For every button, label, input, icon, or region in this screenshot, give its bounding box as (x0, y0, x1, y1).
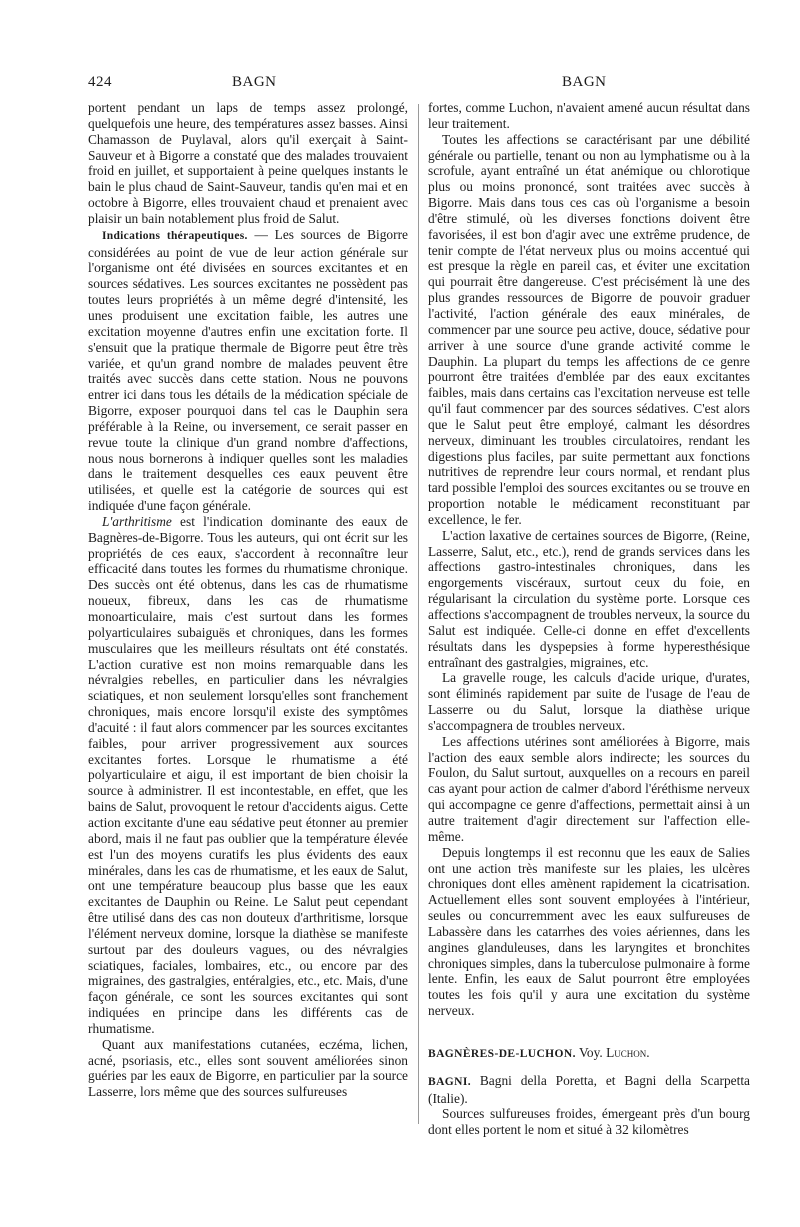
entry-text: Bagni della Poretta, et Bagni della Scarpetta (Italie). (428, 1072, 750, 1106)
paragraph: Toutes les affections se caractérisant par une débilité générale ou partielle, tenant ou non au lymphatisme ou à la scrofule, ayant entraîné un état anémique ou chlorotique plus ou moins prononcé, sont traitées avec succès à Bigorre. Mais dans tous ces cas où l'organisme a besoin d'être stimulé, où les diverses fonctions doivent être favorisées, il est bon d'agir avec une extrême prudence, de tenir compte de l'état nerveux plus ou moins accentué qui est presque la règle en pareil cas, et éviter une excitation qui pourrait être dangereuse. C'est précisément là une des plus grandes ressources de Bigorre de pouvoir graduer l'activité, l'action générale des eaux minérales, de commencer par une source peu active, douce, sédative pour arriver à une source d'une grande activité comme le Dauphin. La plupart du temps les affections de ce genre pourront être traitées d'emblée par des eaux excitantes faibles, mais dans certains cas l'excitation nerveuse est telle qu'il faut commencer par des sources sédatives. C'est alors que le Salut peut être employé, calmant les désordres nerveux, diminuant les troubles circulatoires, rendant les digestions plus faciles, par suite permettant aux fonctions nutritives de reprendre leur cours normal, et rendant plus tard possible l'emploi des sources excitantes ou se trouve en proportion notable le médicament reconstituant par excellence, le fer. (428, 131, 750, 527)
paragraph: L'action laxative de certaines sources de Bigorre, (Reine, Lasserre, Salut, etc., etc.), rend de grands services dans les affections gastro-intestinales chroniques, dans les engorgements viscéraux, surtout ceux du foie, en régularisant la circulation du système porte. Lorsque ces affections s'accompagnent de troubles nerveux, la source du Salut est indiquée. Celle-ci donne en effet d'excellents résultats dans les dyspepsies à forme hyperesthésique entraînant des gastralgies, migraines, etc. (428, 527, 750, 670)
section-heading: Indications thérapeutiques. (102, 229, 248, 242)
cross-reference: Luchon. (606, 1044, 650, 1060)
entry-text: Voy. (575, 1044, 607, 1060)
entry-bagni (428, 1073, 750, 1107)
paragraph: fortes, comme Luchon, n'avaient amené aucun résultat dans leur traitement. (428, 100, 750, 131)
paragraph: Quant aux manifestations cutanées, eczéma, lichen, acné, psoriasis, etc., elles sont souvent améliorées sinon guéries par les eaux de Bigorre, en particulier par la source Lasserre, lors même que des sources sulfureuses (88, 1036, 408, 1100)
running-head-left: BAGN (232, 74, 277, 90)
paragraph-indications (88, 227, 408, 514)
paragraph: Les affections utérines sont améliorées à Bigorre, mais l'action des eaux semble alors indirecte; les sources du Foulon, du Salut surtout, auxquelles on a recours en pareil cas ayant pour action de calmer d'abord l'éréthisme nerveux qui accompagne ce genre d'affections, permettait ainsi à un autre traitement d'agir directement sur l'affection elle-même. (428, 733, 750, 844)
right-column (428, 100, 750, 1138)
page-number: 424 (88, 74, 112, 90)
paragraph: portent pendant un laps de temps assez prolongé, quelquefois une heure, des températures assez basses. Ainsi Chamasson de Puylaval, alors qu'il exerçait à Saint-Sauveur et à Bigorre a constaté que des malades trouvaient froid en juillet, et supportaient à peine quelques instants le bain le plus chaud de Saint-Sauveur, tandis qu'en mai et en octobre à Bigorre, elles trouvaient chaud et prenaient avec plaisir un bain notablement plus froid de Salut. (88, 100, 408, 226)
left-column (88, 100, 408, 1100)
paragraph: La gravelle rouge, les calculs d'acide urique, d'urates, sont éliminés rapidement par suite de l'usage de l'eau de Lasserre ou du Salut, lorsque la diathèse urique s'accompagnera de troubles nerveux. (428, 670, 750, 733)
entry-headword: BAGNI. (428, 1075, 471, 1088)
entry-bagneres-de-luchon (428, 1045, 750, 1063)
column-divider (418, 104, 419, 1124)
running-head-right: BAGN (562, 74, 607, 90)
paragraph-text: est l'indication dominante des eaux de Bagnères-de-Bigorre. Tous les auteurs, qui ont écrit sur les propriétés de ces eaux, s'accordent à reconnaître leur efficacité dans toutes les formes du rhumatisme chronique. Des succès ont été obtenus, dans les cas de rhumatisme noueux, fibreux, dans les cas de rhumatisme monoarticulaire, mais c'est surtout dans les formes polyarticulaires subaiguës et chroniques, dans les formes musculaires que les meilleurs résultats ont été constatés. L'action curative est non moins remarquable dans les névralgies rebelles, en particulier dans les névralgies sciatiques, et non seulement lorsqu'elles sont franchement chroniques, mais encore lorsqu'il existe des symptômes d'acuité : il faut alors commencer par les sources excitantes faibles, pour arriver progressivement aux sources excitantes fortes. Lorsque le rhumatisme a été polyarticulaire et aigu, il est important de bien choisir la source à administrer. Il est incontestable, en effet, que les bains de Salut, provoquent le retour d'accidents aigus. Cette action excitante d'une eau sédative peut étonner au premier abord, mais il ne faut pas oublier que la température élevée est l'un des moyens curatifs les plus évidents des eaux minérales, dans les cas de rhumatisme, et les eaux de Salut, ont une température beaucoup plus basse que les eaux excitantes de Dauphin ou Reine. Le Salut peut cependant être utilisé dans des cas non douteux d'arthritisme, lorsque l'élément nerveux domine, lorsque la diathèse se manifeste surtout par des douleurs vagues, ou des névralgies sciatiques, faciales, lombaires, etc., ou encore par des migraines, des gastralgies, entéralgies, etc., etc. Mais, d'une façon générale, ce sont les sources excitantes qui sont indiquées en principe dans les différents cas de rhumatisme. (88, 513, 408, 1036)
paragraph-arthritisme (88, 514, 408, 1037)
entry-headword: BAGNÈRES-DE-LUCHON. (428, 1047, 576, 1060)
italic-term: L'arthritisme (102, 513, 172, 529)
paragraph: Sources sulfureuses froides, émergeant près d'un bourg dont elles portent le nom et situé à 32 kilomètres (428, 1106, 750, 1138)
paragraph-text: — Les sources de Bigorre considérées au point de vue de leur action générale sur l'organisme ont été divisées en sources excitantes et en sources sédatives. Les sources excitantes ne possèdent pas toutes leurs propriétés à un même degré d'intensité, les unes produisent une excitation faible, les autres une excitation moyenne d'autres enfin une excitation forte. Il s'ensuit que la pratique thermale de Bigorre peut être très variée, et qu'un grand nombre de malades peuvent être traités avec succès dans cette station. Nous ne pouvons entrer ici dans tous les détails de la médication spéciale de Bigorre, exposer pourquoi dans tel cas le Dauphin sera préférable à la Reine, ou inversement, ce serait passer en revue toute la clinique d'un grand nombre d'affections, nous nous bornerons à indiquer quelles sont les maladies dans le traitement desquelles ces eaux peuvent être utilisées, et quelle est la catégorie de sources qui est indiquée d'une façon générale. (88, 226, 408, 514)
paragraph: Depuis longtemps il est reconnu que les eaux de Salies ont une action très manifeste sur les plaies, les ulcères chroniques dont elles amènent rapidement la cicatrisation. Actuellement elles sont souvent employées à l'intérieur, seules ou concurremment avec les eaux sulfureuses de Labassère dans les catarrhes des voies aériennes, dans les angines glanduleuses, dans les laryngites et bronchites chroniques simples, dans la tuberculose pulmonaire à forme lente. Enfin, les eaux de Salut pourront être employées toutes les fois qu'il y aura une excitation du système nerveux. (428, 844, 750, 1019)
